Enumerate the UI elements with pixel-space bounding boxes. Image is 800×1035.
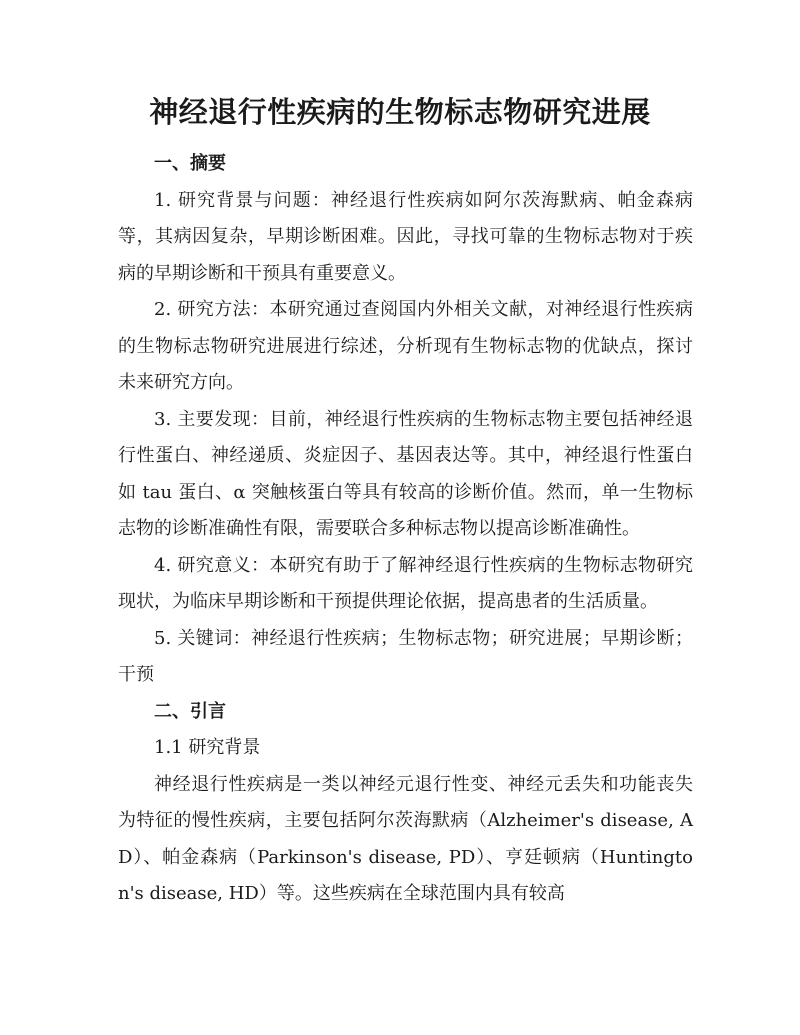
section-heading-introduction: 二、引言 (154, 700, 226, 722)
abstract-item-background: 1. 研究背景与问题：神经退行性疾病如阿尔茨海默病、帕金森病等，其病因复杂，早期诊断困难。因此，寻找可靠的生物标志物对于疾病的早期诊断和干预具有重要意义。 (118, 189, 693, 284)
abstract-item-keywords: 5. 关键词：神经退行性疾病；生物标志物；研究进展；早期诊断；干预 (118, 627, 693, 685)
introduction-paragraph: 神经退行性疾病是一类以神经元退行性变、神经元丢失和功能丧失为特征的慢性疾病，主要包括阿尔茨海默病（Alzheimer's disease, AD）、帕金森病（Parkinson's disease, PD）、亨廷顿病（Huntington's disease, HD）等。这些疾病在全球范围内具有较高 (118, 773, 693, 904)
document-body (118, 146, 693, 913)
abstract-item-findings: 3. 主要发现：目前，神经退行性疾病的生物标志物主要包括神经退行性蛋白、神经递质、炎症因子、基因表达等。其中，神经退行性蛋白如 tau 蛋白、α 突触核蛋白等具有较高的诊断价值。然而，单一生物标志物的诊断准确性有限，需要联合多种标志物以提高诊断准确性。 (118, 408, 693, 539)
document-title: 神经退行性疾病的生物标志物研究进展 (149, 95, 651, 129)
abstract-item-significance: 4. 研究意义：本研究有助于了解神经退行性疾病的生物标志物研究现状，为临床早期诊断和干预提供理论依据，提高患者的生活质量。 (118, 554, 693, 612)
subsection-heading-background: 1.1 研究背景 (154, 737, 261, 758)
abstract-item-methods: 2. 研究方法：本研究通过查阅国内外相关文献，对神经退行性疾病的生物标志物研究进展进行综述，分析现有生物标志物的优缺点，探讨未来研究方向。 (118, 299, 693, 393)
section-heading-abstract: 一、摘要 (154, 153, 226, 174)
